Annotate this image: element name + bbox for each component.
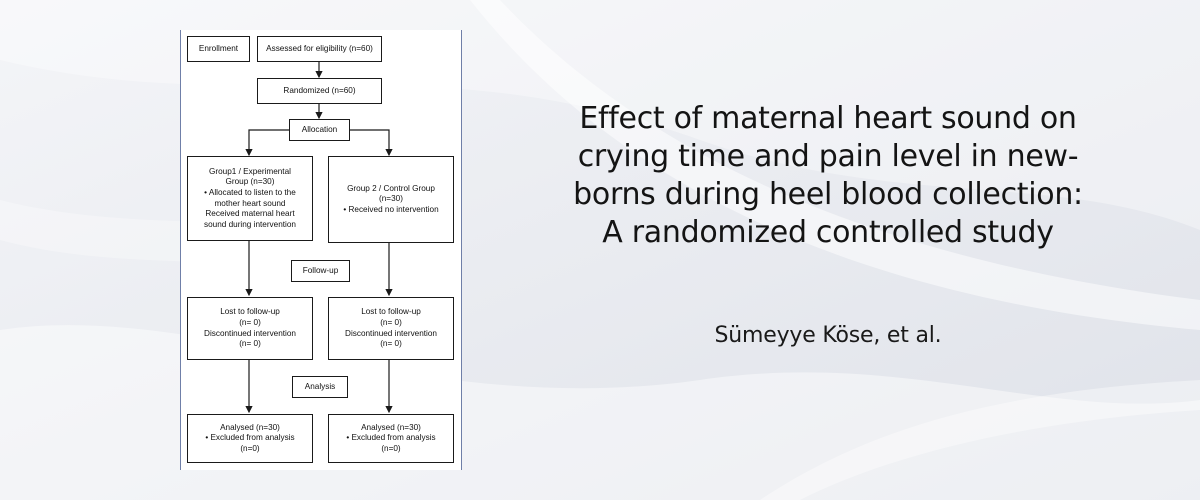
consort-flowchart (180, 30, 462, 470)
enrollment-label (187, 36, 250, 62)
analysed-group1-box (187, 414, 313, 463)
analysed1-line: Analysed (n=30) (220, 422, 280, 432)
lost2-line: Discontinued intervention (345, 328, 437, 338)
analysed2-line: • Excluded from analysis (346, 433, 436, 443)
allocation-text: Allocation (301, 124, 338, 134)
analysis-label (292, 376, 348, 398)
randomized-box (257, 78, 382, 104)
group1-line: Group1 / Experimental (209, 166, 291, 176)
group1-line: Received maternal heart (205, 209, 295, 219)
title-line: Effect of maternal heart sound on (579, 101, 1077, 136)
group2-line: Group 2 / Control Group (347, 183, 435, 193)
assessed-text: Assessed for eligibility (n=60) (266, 43, 373, 53)
enrollment-text: Enrollment (198, 43, 239, 53)
group1-line: Group (n=30) (225, 177, 275, 187)
group2-line: • Received no intervention (343, 204, 439, 214)
analysed2-line: Analysed (n=30) (361, 422, 421, 432)
connector-allocation-group2 (350, 130, 389, 155)
lost2-line: Lost to follow-up (361, 307, 421, 317)
group1-line: • Allocated to listen to the (204, 187, 296, 197)
group1-line: sound during intervention (204, 219, 296, 229)
analysed2-line: (n=0) (381, 443, 401, 453)
paper-authors: Sümeyye Köse, et al. (714, 323, 942, 348)
randomized-text: Randomized (n=60) (283, 85, 356, 95)
allocation-label (289, 119, 350, 141)
group1-box (187, 156, 313, 241)
title-line: crying time and pain level in new- (577, 139, 1079, 174)
lost1-line: Lost to follow-up (220, 307, 280, 317)
analysed1-line: (n=0) (240, 443, 260, 453)
analysed1-line: • Excluded from analysis (205, 433, 295, 443)
title-line: borns during heel blood collection: (573, 177, 1083, 212)
assessed-box (257, 36, 382, 62)
group2-box (328, 156, 454, 243)
followup-label (291, 260, 350, 282)
group1-line: mother heart sound (214, 198, 286, 208)
paper-title (548, 100, 1108, 252)
analysis-text: Analysis (304, 381, 336, 391)
followup-text: Follow-up (302, 265, 339, 275)
group2-line: (n=30) (379, 194, 403, 204)
lost-followup-group2-box (328, 297, 454, 360)
analysed-group2-box (328, 414, 454, 463)
lost-followup-group1-box (187, 297, 313, 360)
lost2-line: (n= 0) (380, 339, 402, 349)
title-line: A randomized controlled study (602, 215, 1054, 250)
lost1-line: Discontinued intervention (204, 328, 296, 338)
lost1-line: (n= 0) (239, 339, 261, 349)
lost2-line: (n= 0) (380, 317, 402, 327)
lost1-line: (n= 0) (239, 317, 261, 327)
connector-allocation-group1 (249, 130, 289, 155)
